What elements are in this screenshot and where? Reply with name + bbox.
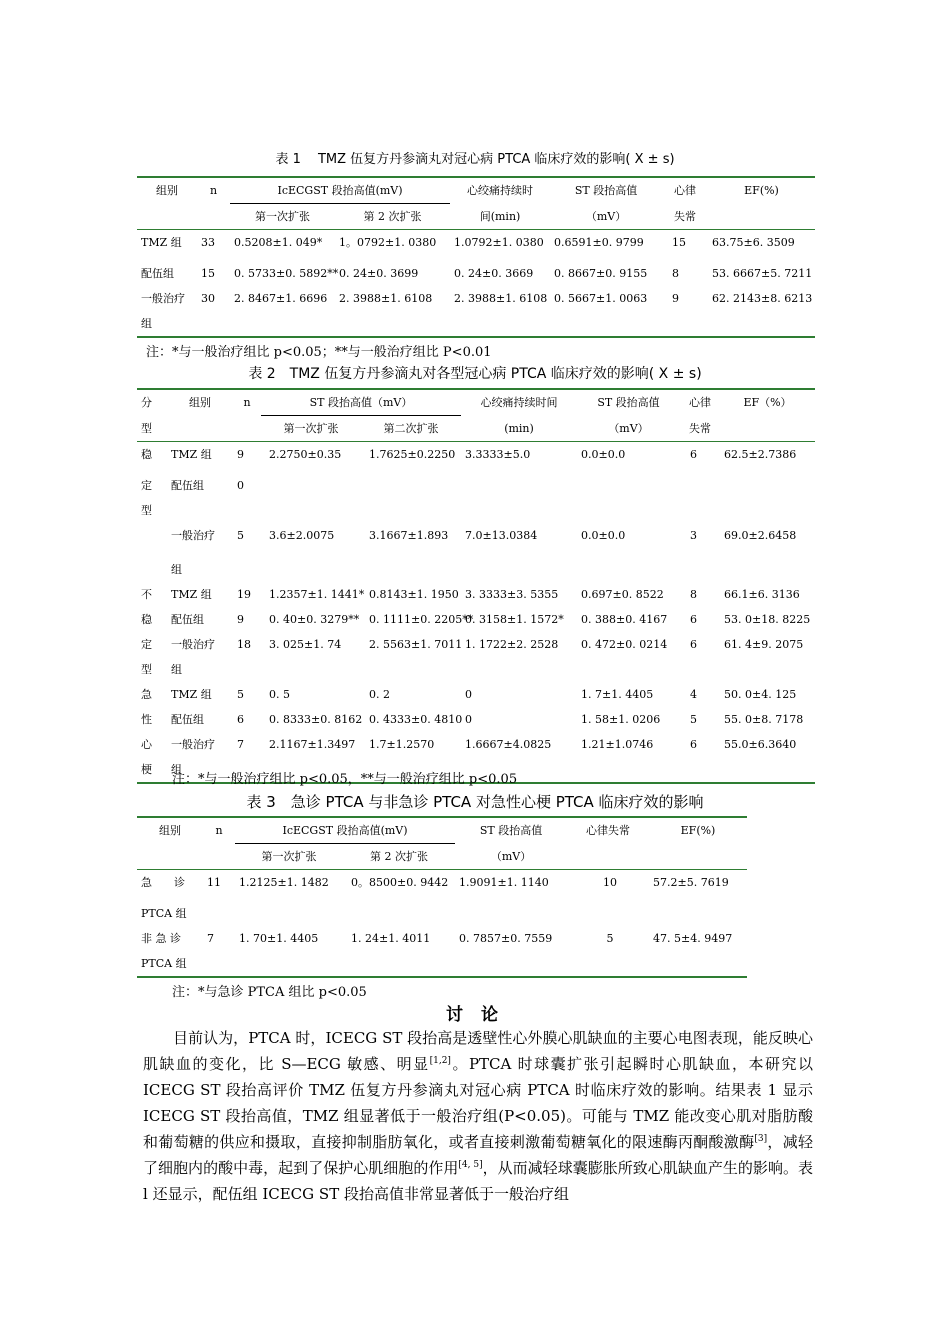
t2-cell-arr: 6 [690,612,697,626]
t2-cell-second: 2. 5563±1. 7011 [369,637,463,651]
t2-cell-second: 1.7±1.2570 [369,737,435,751]
table3-caption: 表 3 急诊 PTCA 与非急诊 PTCA 对急性心梗 PTCA 临床疗效的影响 [246,793,704,811]
t2-cell-st: 1. 58±1. 0206 [581,712,661,726]
discussion-text-4: ，从而减轻球囊膨胀所致心肌缺血产生的影响。表 l 还显示，配伍组 ICECG ST 段抬高值非常显著低于一般治疗组 [143,1159,813,1203]
t3-cell-first: 1.2125±1. 1482 [239,876,329,889]
table-row [137,473,815,498]
t1-header-st-unit: （mV） [585,209,627,223]
table-row [137,557,815,582]
t2-cell-first: 0. 5 [269,687,290,701]
table-row-continuation [137,901,747,926]
t1-cell-angina: 0. 24±0. 3669 [454,266,534,280]
t3-header-st-group: IcECGST 段抬高值(mV) [282,824,408,837]
t3-cell-st: 1.9091±1. 1140 [459,876,549,889]
t2-cell-n: 18 [237,637,251,651]
t3-cell-n: 11 [207,876,221,889]
t2-cell-first: 3. 025±1. 74 [269,637,342,651]
table-row [137,707,815,732]
t2-cell-arr [680,757,720,783]
t2-cell-first [261,498,361,523]
t2-cell-first [261,473,361,498]
t1-cell-second: 0. 24±0. 3699 [339,266,419,280]
t2-cell-arr [680,557,720,582]
t2-cell-n: 5 [237,687,244,701]
t2-cell-arr [680,473,720,498]
t2-cell-st: 1.21±1.0746 [581,737,654,751]
t2-cell-group: 配伍组 [171,712,204,726]
t3-cell-ef: 47. 5±4. 9497 [653,931,733,945]
t2-cell-first: 2.2750±0.35 [269,448,342,461]
t2-cell-n: 9 [237,448,244,461]
t3-cell-arr: 5 [606,931,614,945]
t2-cell-st: 0.0±0.0 [581,448,626,461]
t3-header-ef: EF(%) [680,824,716,837]
t2-cell-angina: 0. 3158±1. 1572* [465,612,564,626]
t2-cell-n: 0 [237,478,244,492]
t2-cell-second: 0. 1111±0. 2205** [369,612,474,626]
t2-header-second: 第二次扩张 [361,416,461,442]
t2-cell-first [261,557,361,582]
t1-cell-n: 30 [201,291,215,305]
t2-cell-st: 0.0±0.0 [581,528,626,542]
t2-cell-ef: 66.1±6. 3136 [724,587,800,601]
t2-header-first: 第一次扩张 [261,416,361,442]
t2-cell-group: TMZ 组 [171,687,212,701]
t3-cell-second: 1. 24±1. 4011 [351,931,431,945]
t2-cell-n [233,557,261,582]
table-row [137,582,815,607]
t2-header-st: ST 段抬高值 [597,396,660,409]
t2-cell-group: 组 [171,562,182,576]
t1-cell-second: 1。0792±1. 0380 [339,236,437,249]
t2-header-angina-unit: (min) [504,421,534,435]
t2-cell-st [577,757,680,783]
t2-cell-ef: 69.0±2.6458 [724,528,797,542]
table1-note: 注：*与一般治疗组比 p<0.05；**与一般治疗组比 P<0.01 [146,345,492,360]
table3 [137,816,747,978]
t2-cell-angina [461,473,577,498]
t1-cell-arr: 15 [672,236,687,249]
table-row [137,632,815,657]
t2-header-type-2: 型 [141,421,152,435]
t2-cell-group: 组 [171,662,182,676]
t3-header-st: ST 段抬高值 [479,824,543,837]
t2-cell-angina: 1. 1722±2. 2528 [465,637,559,651]
t2-cell-st [577,473,680,498]
t1-header-group: 组别 [156,184,178,197]
table2-body [137,442,815,783]
t2-header-st-unit: （mV） [608,421,649,435]
t2-header-arr: 心律 [689,396,711,409]
citation-1: [1,2] [429,1056,451,1066]
t2-cell-n [233,498,261,523]
t3-header-n: n [215,824,223,837]
t1-header-angina: 心绞痛持续时 [467,184,534,197]
t2-header-angina: 心绞痛持续时间 [480,396,558,409]
t2-cell-group: 一般治疗 [171,528,215,542]
t3-cell-group: 急 诊 [141,876,185,889]
t2-cell-group: 配伍组 [171,478,204,492]
t1-cell-st: 0. 8667±0. 9155 [554,266,648,280]
table-row [137,682,815,707]
t1-cell-st: 0. 5667±1. 0063 [554,291,648,305]
t2-cell-ef: 50. 0±4. 125 [724,687,797,701]
t1-cell-arr: 8 [672,266,680,280]
t1-header-first: 第一次扩张 [230,204,335,230]
t3-cell-st: 0. 7857±0. 7559 [459,931,553,945]
t2-cell-angina: 0 [465,687,472,701]
table-row [137,498,815,523]
t1-header-arr: 心律 [674,184,697,197]
t2-cell-group: 一般治疗 [171,637,215,651]
t3-cell-group-cont: PTCA 组 [141,906,187,920]
t2-cell-type: 性 [141,712,152,726]
t3-cell-second: 0。8500±0. 9442 [351,876,449,889]
citation-3: [4, 5] [458,1160,483,1170]
t2-cell-second: 1.7625±0.2250 [369,448,456,461]
t1-cell-n: 15 [201,266,215,280]
t1-cell-arr: 9 [672,291,680,305]
t2-cell-angina [461,657,577,682]
t2-cell-group [167,498,233,523]
table-row [137,523,815,557]
table-row [137,261,815,286]
t2-cell-angina: 1.6667±4.0825 [465,737,552,751]
table-row [137,657,815,682]
t2-cell-type: 稳 [141,448,152,461]
t1-cell-angina: 2. 3988±1. 6108 [454,291,548,305]
t1-header-second: 第 2 次扩张 [335,204,450,230]
t2-cell-st: 0. 472±0. 0214 [581,637,668,651]
t2-cell-n: 6 [237,712,244,726]
table-row [137,732,815,757]
t2-cell-first [261,657,361,682]
t1-header-arr-2: 失常 [674,209,697,223]
t2-cell-angina: 7.0±13.0384 [465,528,538,542]
t2-header-st-group: ST 段抬高值（mV） [309,396,413,409]
t2-cell-ef [720,557,815,582]
t2-cell-arr [680,657,720,682]
citation-2: [3] [754,1134,768,1144]
table1 [137,176,815,338]
t2-cell-ef [720,473,815,498]
t3-cell-ef: 57.2±5. 7619 [653,876,729,889]
t2-cell-angina: 3.3333±5.0 [465,448,531,461]
t2-cell-ef: 53. 0±18. 8225 [724,612,811,626]
t2-cell-type [137,523,167,557]
t2-cell-arr [680,498,720,523]
t2-cell-st: 0. 388±0. 4167 [581,612,668,626]
table1-body [137,230,815,337]
t2-cell-type: 定 [141,478,152,492]
t2-cell-first: 1.2357±1. 1441* [269,587,365,601]
t2-cell-type: 定 [141,637,152,651]
t1-header-st: ST 段抬高值 [574,184,638,197]
t1-cell-group: 配伍组 [141,266,174,280]
t2-cell-ef: 55.0±6.3640 [724,737,797,751]
t2-cell-second [361,473,461,498]
t3-header-st-unit: （mV） [490,849,532,863]
t3-header-first: 第一次扩张 [235,844,343,870]
t2-cell-arr: 6 [690,637,697,651]
table-row-continuation [137,311,815,337]
table2 [137,388,815,784]
table-row [137,870,747,901]
t2-cell-angina: 0 [465,712,472,726]
t1-header-angina-unit: 间(min) [479,209,521,223]
table2-note: 注：*与一般治疗组比 p<0.05，**与一般治疗组比 p<0.05 [172,772,518,787]
t2-cell-second: 0. 2 [369,687,390,701]
t1-cell-second: 2. 3988±1. 6108 [339,291,433,305]
t2-cell-first: 0. 8333±0. 8162 [269,712,363,726]
discussion-text-2: 。PTCA 时球囊扩张引起瞬时心肌缺血，本研究以 ICECG ST 段抬高评价 TMZ 伍复方丹参滴丸对冠心病 PTCA 时临床疗效的影响。结果表 1 显示 ICECG ST 段抬高值，TMZ 组显著低于一般治疗组(P<0.05)。可能与 TMZ 能改变心肌对脂肪酸和葡萄糖的供应和摄取，直接抑制脂肪氧化，或者直接刺激葡萄糖氧化的限速酶丙酮酸激酶 [143,1055,813,1151]
t2-cell-type [137,557,167,582]
table-row-continuation [137,951,747,977]
t1-cell-ef: 62. 2143±8. 6213 [712,291,813,305]
t2-cell-ef [720,657,815,682]
t2-cell-n [233,657,261,682]
t1-cell-n: 33 [201,236,215,249]
t2-cell-st [577,498,680,523]
t2-cell-arr: 8 [690,587,697,601]
t2-cell-arr: 5 [690,712,697,726]
t3-header-group: 组别 [159,824,181,837]
t2-cell-angina [461,498,577,523]
t1-header-n: n [209,184,218,197]
discussion-title: 讨 论 [446,1005,504,1025]
table-row [137,230,815,261]
t2-cell-n: 5 [237,528,244,542]
t1-cell-ef: 63.75±6. 3509 [712,236,795,249]
t2-cell-angina [461,557,577,582]
t2-header-group: 组别 [189,396,211,409]
t3-header-second: 第 2 次扩张 [343,844,455,870]
t1-cell-first: 2. 8467±1. 6696 [234,291,328,305]
discussion-paragraph [143,1025,813,1207]
t2-cell-group: 组 [171,762,182,776]
t2-cell-n: 19 [237,587,251,601]
t2-cell-group: TMZ 组 [171,448,212,461]
t3-cell-arr: 10 [603,876,618,889]
t2-cell-arr: 6 [690,448,697,461]
t2-cell-first: 2.1167±1.3497 [269,737,356,751]
t2-cell-second [361,557,461,582]
t2-cell-type: 稳 [141,612,152,626]
t2-cell-ef: 61. 4±9. 2075 [724,637,804,651]
t2-cell-n: 9 [237,612,244,626]
t2-header-ef: EF（%） [743,396,792,409]
t2-header-n: n [243,396,251,409]
t2-cell-first: 3.6±2.0075 [269,528,335,542]
t2-header-arr-2: 失常 [689,421,711,435]
t2-cell-second [361,657,461,682]
table2-caption: 表 2 TMZ 伍复方丹参滴丸对各型冠心病 PTCA 临床疗效的影响( X ± s) [248,366,702,382]
t1-header-st-group: IcECGST 段抬高值(mV) [277,184,403,197]
t1-cell-group-cont: 组 [141,316,152,330]
t3-header-arr: 心律失常 [586,824,631,837]
t2-cell-angina: 3. 3333±3. 5355 [465,587,559,601]
t2-cell-group: TMZ 组 [171,587,212,601]
t2-cell-st [577,657,680,682]
t2-cell-ef: 62.5±2.7386 [724,448,797,461]
t2-cell-arr: 3 [690,528,697,542]
t2-cell-type: 型 [141,662,152,676]
t2-cell-type: 型 [141,503,152,517]
t2-cell-arr: 6 [690,737,697,751]
t2-cell-ef [720,498,815,523]
t2-cell-st: 1. 7±1. 4405 [581,687,654,701]
t2-cell-arr: 4 [690,687,697,701]
t2-cell-second: 0.8143±1. 1950 [369,587,459,601]
t3-cell-group-cont: PTCA 组 [141,956,187,970]
t2-cell-type: 急 [141,687,152,701]
table-row [137,926,747,951]
t2-cell-group: 一般治疗 [171,737,215,751]
t2-header-type: 分 [141,396,152,409]
t2-cell-n: 7 [237,737,244,751]
t2-cell-st [577,557,680,582]
t1-cell-first: 0.5208±1. 049* [234,236,323,249]
t2-cell-group: 配伍组 [171,612,204,626]
t1-cell-angina: 1.0792±1. 0380 [454,236,544,249]
t2-cell-type: 心 [141,737,152,751]
t2-cell-type: 梗 [141,762,152,776]
discussion-text-3: ，减轻了细胞内的酸中毒，起到了保护心肌细胞的作用 [143,1133,813,1177]
t2-cell-ef: 55. 0±8. 7178 [724,712,804,726]
t1-cell-first: 0. 5733±0. 5892** [234,266,339,280]
t1-cell-group: 一般治疗 [141,291,185,305]
discussion-text-1: 目前认为，PTCA 时，ICECG ST 段抬高是透壁性心外膜心肌缺血的主要心电图表现，能反映心肌缺血的变化，比 S—ECG 敏感、明显 [143,1029,813,1073]
t3-cell-n: 7 [207,931,214,945]
t2-cell-st: 0.697±0. 8522 [581,587,664,601]
table1-caption: 表 1 TMZ 伍复方丹参滴丸对冠心病 PTCA 临床疗效的影响( X ± s) [275,152,675,167]
t2-cell-type: 不 [141,587,152,601]
table-row [137,442,815,473]
t2-cell-second: 3.1667±1.893 [369,528,449,542]
t1-cell-group: TMZ 组 [141,236,182,249]
t2-cell-first: 0. 40±0. 3279** [269,612,360,626]
t2-cell-second [361,498,461,523]
table-row [137,286,815,311]
t3-cell-first: 1. 70±1. 4405 [239,931,319,945]
table3-body [137,870,747,977]
t3-cell-group: 非 急 诊 [141,931,181,945]
t2-cell-second: 0. 4333±0. 4810 [369,712,463,726]
t1-header-ef: EF(%) [744,184,779,197]
t2-cell-ef [720,757,815,783]
t1-cell-st: 0.6591±0. 9799 [554,236,644,249]
table-row [137,607,815,632]
t1-cell-ef: 53. 6667±5. 7211 [712,266,813,280]
table3-note: 注：*与急诊 PTCA 组比 p<0.05 [172,985,367,1000]
